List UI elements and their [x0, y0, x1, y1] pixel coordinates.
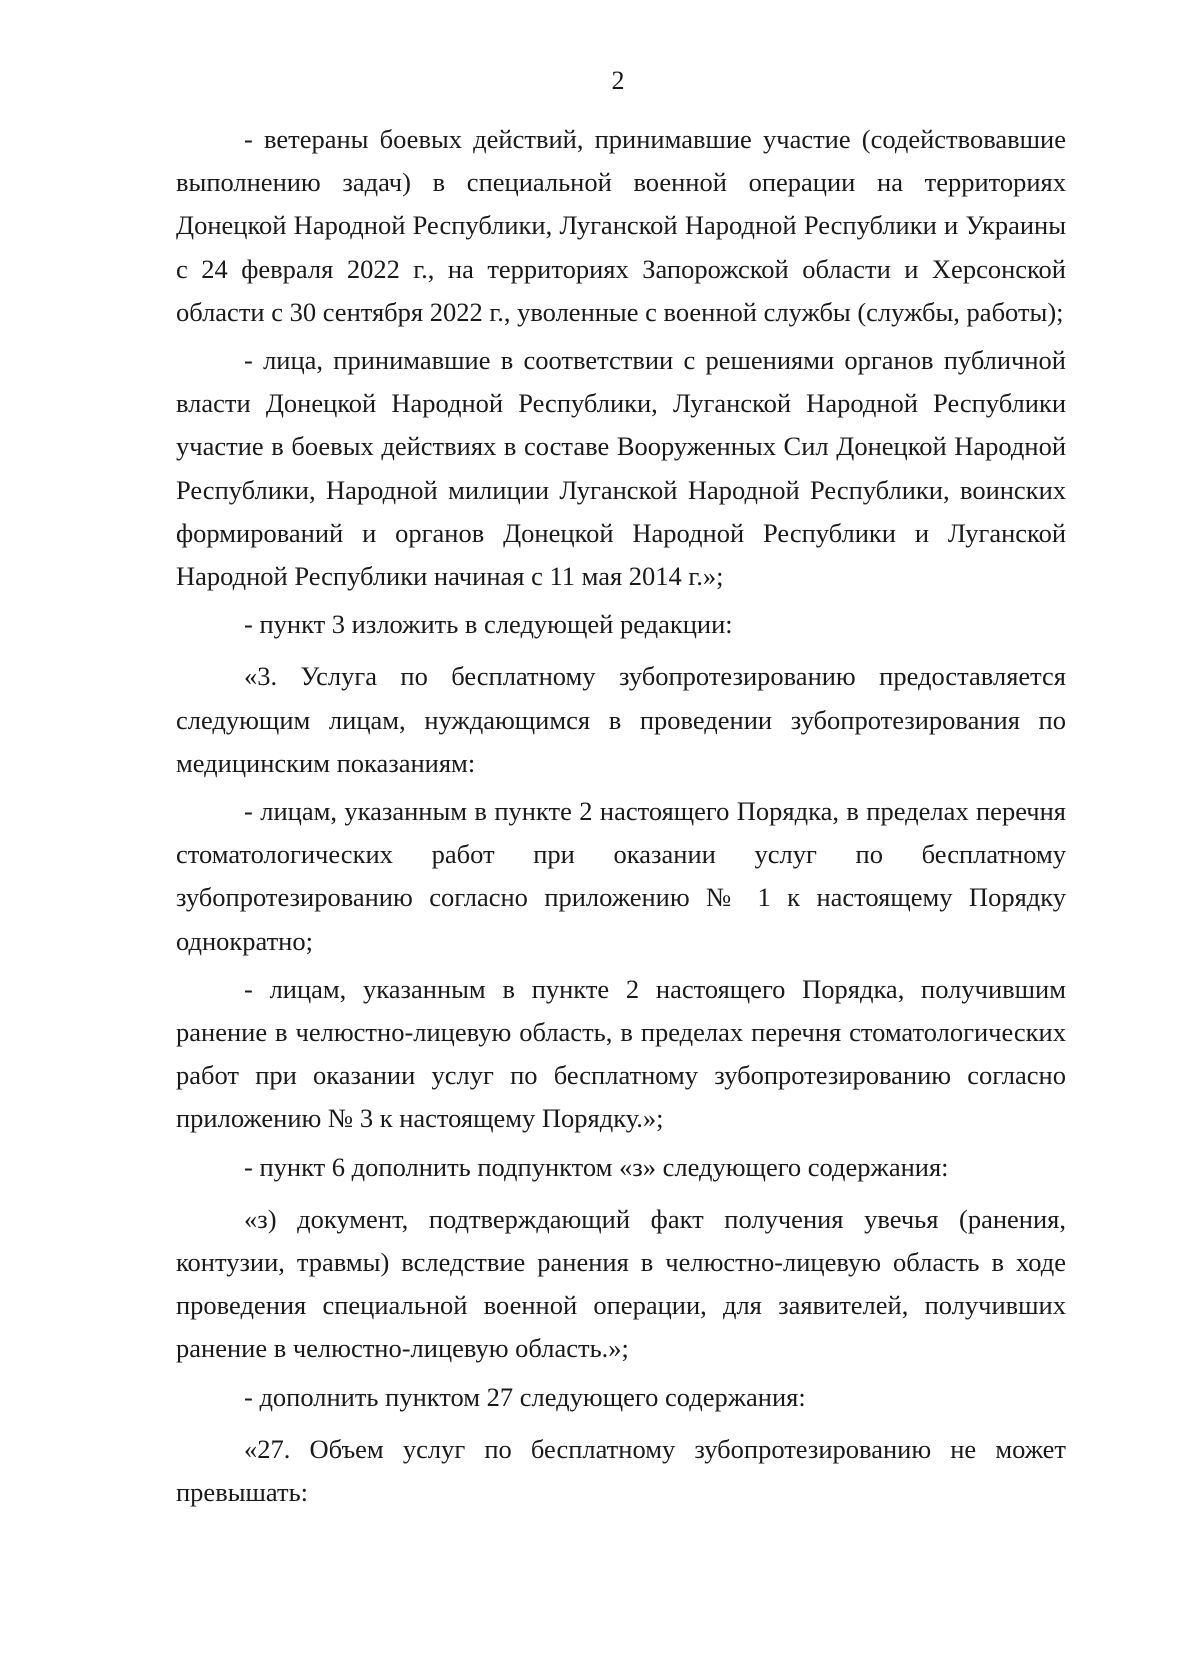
paragraph-dnr-lnr-participants: - лица, принимавшие в соответствии с решениями органов публичной власти Донецкой Народной Республики, Луганской Народной Республики участие в боевых действиях в составе Вооруженных Сил Донецкой Народной Республики, Народной милиции Луганской Народной Республики, воинских формирований и органов Донецкой Народной Республики и Луганской Народной Республики начиная с 11 мая 2014 г.»; [176, 345, 1066, 592]
paragraph-subpoint-z: «з) документ, подтверждающий факт получения увечья (ранения, контузии, травмы) вследствие ранения в челюстно-лицевую область в ходе проведения специальной военной операции, для заявителей, получивших ранение в челюстно-лицевую область.»; [176, 1203, 1066, 1364]
paragraph-amend-point-6: - пункт 6 дополнить подпунктом «з» следующего содержания: [244, 1151, 949, 1182]
paragraph-point-27-text: «27. Объем услуг по бесплатному зубопротезированию не может превышать: [176, 1433, 1066, 1508]
paragraph-add-point-27: - дополнить пунктом 27 следующего содержания: [244, 1381, 806, 1412]
paragraph-point-3-text: «3. Услуга по бесплатному зубопротезированию предоставляется следующим лицам, нуждающимся в проведении зубопротезирования по медицинским показаниям: [176, 661, 1066, 778]
paragraph-combat-veterans: - ветераны боевых действий, принимавшие участие (содействовавшие выполнению задач) в специальной военной операции на территориях Донецкой Народной Республики, Луганской Народной Республики и Украины с 24 февраля 2022 г., на территориях Запорожской области и Херсонской области с 30 сентября 2022 г., уволенные с военной службы (службы, работы); [176, 124, 1066, 327]
paragraph-appendix-1: - лицам, указанным в пункте 2 настоящего Порядка, в пределах перечня стоматологических работ при оказании услуг по бесплатному зубопротезированию согласно приложению № 1 к настоящему Порядку однократно; [176, 796, 1066, 956]
paragraph-appendix-3: - лицам, указанным в пункте 2 настоящего Порядка, получившим ранение в челюстно-лицевую область, в пределах перечня стоматологических работ при оказании услуг по бесплатному зубопротезированию согласно приложению № 3 к настоящему Порядку.»; [176, 973, 1066, 1134]
paragraph-amend-point-3: - пункт 3 изложить в следующей редакции: [244, 609, 733, 640]
page-number: 2 [611, 66, 625, 95]
document-body [176, 118, 1066, 1519]
